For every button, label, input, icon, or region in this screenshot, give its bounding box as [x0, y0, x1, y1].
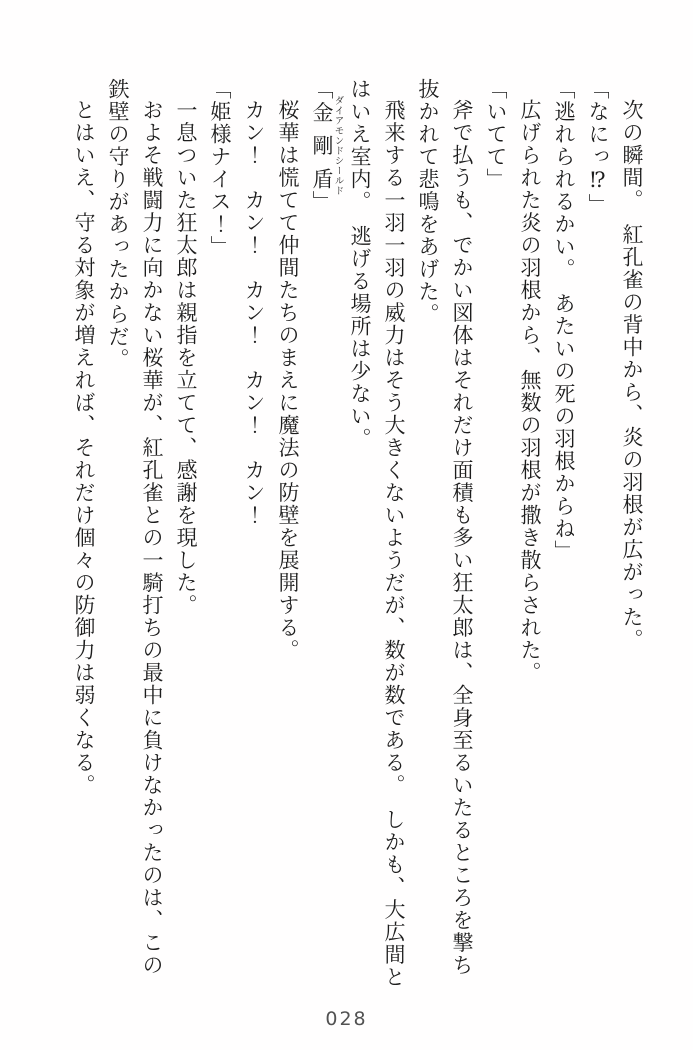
- ruby-annotated-word: 金剛盾ダイアモンドシールド: [310, 95, 344, 196]
- furigana: ダイアモンドシールド: [332, 95, 344, 196]
- close-bracket: 」: [310, 190, 334, 213]
- text-line: 鉄壁の守りがあったからだ。: [106, 78, 130, 371]
- text-line: 飛来する一羽一羽の威力はそう大きくないようだが、数が数である。 しかも、大広間と: [382, 99, 406, 989]
- text-line-spell-name: [305, 78, 343, 994]
- text-line: 「逃れられるかい。 あたいの死の羽根からね」: [552, 78, 576, 563]
- text-line: 「姫様ナイス！」: [208, 78, 232, 258]
- text-line: 桜華は慌てて仲間たちのまえに魔法の防壁を展開する。: [276, 99, 300, 662]
- page-number: 028: [325, 1008, 368, 1030]
- text-line: とはいえ、守る対象が増えれば、それだけ個々の防御力は弱くなる。: [72, 99, 96, 797]
- text-line: 広げられた炎の羽根から、無数の羽根が撒き散らされた。: [518, 99, 542, 684]
- text-line: 「なにっ⁉」: [586, 78, 610, 216]
- text-line: 次の瞬間。 紅孔雀の背中から、炎の羽根が広がった。: [620, 99, 644, 651]
- text-line: 「いてて」: [484, 78, 508, 191]
- text-line: 抜かれて悲鳴をあげた。: [416, 78, 440, 326]
- text-line: 一息ついた狂太郎は親指を立てて、感謝を現した。: [174, 99, 198, 617]
- page-text: [67, 78, 649, 994]
- text-line: およそ戦闘力に向かない桜華が、紅孔雀との一騎打ちの最中に負けなかったのは、この: [140, 99, 164, 977]
- text-line: はいえ室内。 逃げる場所は少ない。: [348, 78, 372, 450]
- open-bracket: 「: [310, 78, 334, 101]
- text-line: 斧で払うも、でかい図体はそれだけ面積も多い狂太郎は、全身至るいたるところを撃ち: [450, 99, 474, 977]
- text-line: カン！ カン！ カン！ カン！ カン！: [242, 99, 266, 527]
